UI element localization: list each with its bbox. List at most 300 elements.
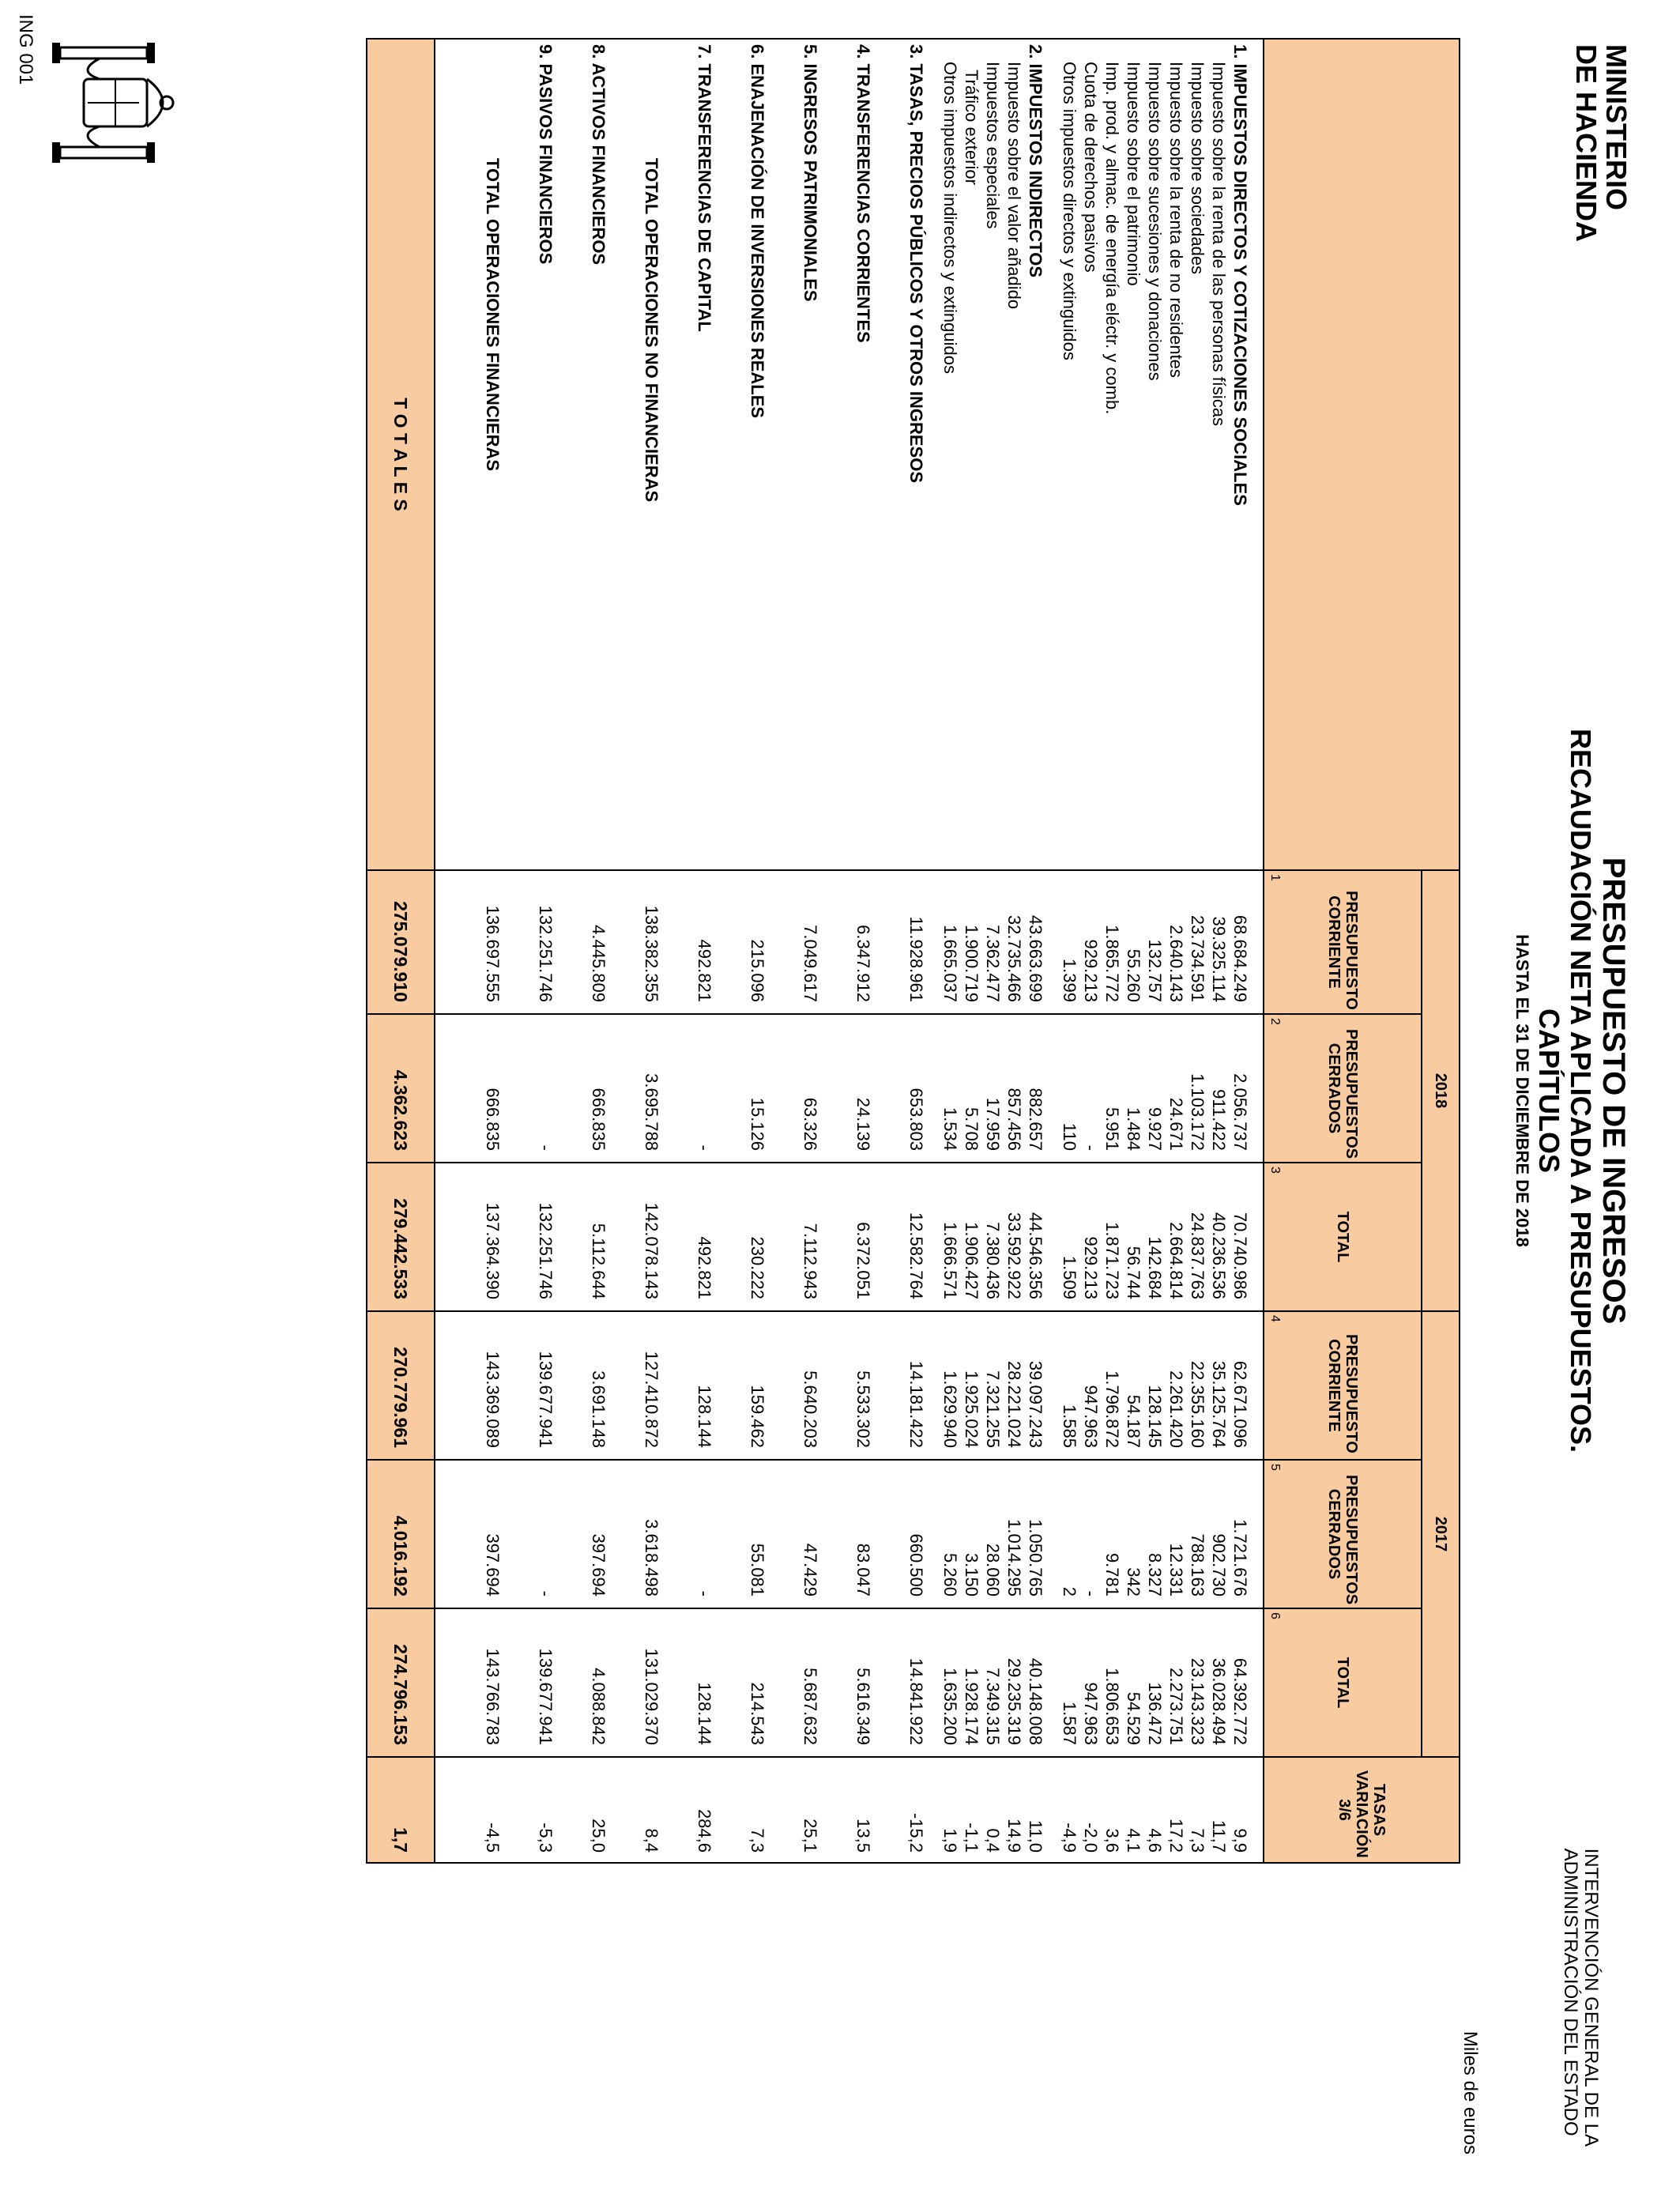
spacer-row — [609, 39, 641, 1863]
amount-cell: 127.410.872 — [641, 1311, 662, 1460]
spacer-cell — [874, 870, 906, 1014]
spacer-cell — [609, 39, 641, 870]
totals-value: 270.779.961 — [367, 1311, 435, 1460]
row-label: 6. ENAJENACIÓN DE INVERSIONES REALES — [747, 39, 768, 870]
rate-cell: -5,3 — [535, 1757, 556, 1863]
col-total-2017-label: TOTAL — [1334, 1657, 1351, 1709]
amount-cell: 492.821 — [694, 1163, 715, 1311]
amount-cell: 6.347.912 — [853, 870, 874, 1014]
row-label: 3. TASAS, PRECIOS PÚBLICOS Y OTROS INGRESOS — [906, 39, 927, 870]
spacer-cell — [435, 1014, 482, 1163]
amount-cell: 1.906.427 — [961, 1163, 982, 1311]
amount-cell: 110 — [1059, 1014, 1080, 1163]
amount-cell: 5.616.349 — [853, 1608, 874, 1757]
report-title — [1511, 711, 1631, 1470]
spacer-cell — [715, 1163, 747, 1311]
spacer-cell — [821, 1460, 853, 1608]
spacer-cell — [927, 1014, 940, 1163]
amount-cell: 929.213 — [1080, 1163, 1102, 1311]
title-line1: PRESUPUESTO DE INGRESOS — [1596, 857, 1631, 1325]
amount-cell: 1.629.940 — [940, 1311, 961, 1460]
spacer-cell — [435, 870, 482, 1014]
rate-header-text: TASAS VARIACIÓN 3/6 — [1335, 1770, 1388, 1858]
spacer-cell — [556, 1014, 588, 1163]
totals-value: 279.442.533 — [367, 1163, 435, 1311]
amount-cell: 56.744 — [1123, 1163, 1144, 1311]
spacer-cell — [609, 870, 641, 1014]
amount-cell: 131.029.370 — [641, 1608, 662, 1757]
spacer-cell — [435, 1608, 482, 1757]
amount-cell: 44.546.356 — [1025, 1163, 1046, 1311]
spacer-row — [768, 39, 800, 1863]
row-label: 5. INGRESOS PATRIMONIALES — [800, 39, 821, 870]
amount-cell: 5.640.203 — [800, 1311, 821, 1460]
spacer-cell — [662, 1460, 694, 1608]
spacer-cell — [503, 39, 535, 870]
spacer-cell — [503, 1757, 535, 1863]
spacer-cell — [609, 1608, 641, 1757]
concept-row — [1166, 39, 1187, 1863]
spacer-cell — [715, 1757, 747, 1863]
rate-cell: -15,2 — [906, 1757, 927, 1863]
spacer-row — [435, 39, 482, 1863]
spacer-cell — [503, 1014, 535, 1163]
amount-cell: - — [535, 1014, 556, 1163]
spacer-cell — [927, 1460, 940, 1608]
amount-cell: 2 — [1059, 1460, 1080, 1608]
spacer-cell — [1046, 1608, 1059, 1757]
amount-cell: 62.671.096 — [1230, 1311, 1251, 1460]
amount-cell: 342 — [1123, 1460, 1144, 1608]
amount-cell: 12.331 — [1166, 1460, 1187, 1608]
amount-cell: 11.928.961 — [906, 870, 927, 1014]
row-label: 8. ACTIVOS FINANCIEROS — [588, 39, 609, 870]
col-number-4: 4 — [1268, 1315, 1282, 1322]
amount-cell: 63.326 — [800, 1014, 821, 1163]
rate-cell: 0,4 — [982, 1757, 1004, 1863]
amount-cell: 2.261.420 — [1166, 1311, 1187, 1460]
amount-cell: 1.635.200 — [940, 1608, 961, 1757]
amount-cell: 1.871.723 — [1102, 1163, 1123, 1311]
spacer-cell — [556, 1460, 588, 1608]
amount-cell: 4.088.842 — [588, 1608, 609, 1757]
amount-cell: 3.150 — [961, 1460, 982, 1608]
amount-cell: 9.927 — [1144, 1014, 1166, 1163]
spacer-cell — [821, 1608, 853, 1757]
amount-cell: 1.925.024 — [961, 1311, 982, 1460]
amount-cell: 3.695.788 — [641, 1014, 662, 1163]
spacer-cell — [715, 1608, 747, 1757]
col-number-6: 6 — [1268, 1612, 1282, 1619]
spacer-cell — [662, 870, 694, 1014]
amount-cell: 28.060 — [982, 1460, 1004, 1608]
amount-cell: 1.509 — [1059, 1163, 1080, 1311]
spacer-cell — [503, 1460, 535, 1608]
subtotal-row — [482, 39, 503, 1863]
spacer-cell — [715, 1014, 747, 1163]
spacer-row — [715, 39, 747, 1863]
rate-cell: -4,5 — [482, 1757, 503, 1863]
concept-row — [982, 39, 1004, 1863]
row-label: 1. IMPUESTOS DIRECTOS Y COTIZACIONES SOCIALES — [1230, 39, 1251, 870]
spacer-cell — [435, 1757, 482, 1863]
spacer-cell — [1046, 39, 1059, 870]
rate-cell: 9,9 — [1230, 1757, 1251, 1863]
amount-cell: 4.445.809 — [588, 870, 609, 1014]
amount-cell: 7.362.477 — [982, 870, 1004, 1014]
rate-cell: 1,9 — [940, 1757, 961, 1863]
concept-row — [1208, 39, 1230, 1863]
spacer-cell — [503, 870, 535, 1014]
ministry-name — [1571, 44, 1631, 242]
rate-cell: 17,2 — [1166, 1757, 1187, 1863]
spacer-row — [662, 39, 694, 1863]
col-cerrados-2017 — [1264, 1460, 1422, 1608]
spacer-cell — [503, 1608, 535, 1757]
amount-cell: 5.687.632 — [800, 1608, 821, 1757]
row-label: Imp. prod. y almac. de energía eléctr. y comb. — [1102, 39, 1123, 870]
amount-cell: 902.730 — [1208, 1460, 1230, 1608]
spacer-cell — [874, 1460, 906, 1608]
spacer-cell — [662, 1163, 694, 1311]
concept-row — [1080, 39, 1102, 1863]
row-label: Tráfico exterior — [961, 39, 982, 870]
spacer-cell — [609, 1311, 641, 1460]
spacer-row — [874, 39, 906, 1863]
amount-cell: - — [694, 1460, 715, 1608]
agency-name — [1560, 1849, 1601, 2147]
row-label: Cuota de derechos pasivos — [1080, 39, 1102, 870]
rate-header — [1264, 1757, 1460, 1863]
units-label: Miles de euros — [1460, 2030, 1481, 2154]
amount-cell: 39.325.114 — [1208, 870, 1230, 1014]
coat-of-arms-logo — [36, 24, 194, 182]
concept-row — [1004, 39, 1025, 1863]
spacer-cell — [556, 1608, 588, 1757]
amount-cell: 7.349.315 — [982, 1608, 1004, 1757]
amount-cell: 1.484 — [1123, 1014, 1144, 1163]
amount-cell: 1.103.172 — [1187, 1014, 1208, 1163]
row-label: TOTAL OPERACIONES FINANCIERAS — [482, 39, 503, 870]
amount-cell: 17.959 — [982, 1014, 1004, 1163]
amount-cell: 142.684 — [1144, 1163, 1166, 1311]
spacer-cell — [1046, 870, 1059, 1014]
ministry-line1: MINISTERIO — [1600, 44, 1633, 211]
amount-cell: 857.456 — [1004, 1014, 1025, 1163]
spacer-cell — [768, 1757, 800, 1863]
spacer-cell — [609, 1014, 641, 1163]
spacer-cell — [715, 1311, 747, 1460]
chapter-row — [1230, 39, 1251, 1863]
amount-cell: 54.529 — [1123, 1608, 1144, 1757]
rate-cell: 8,4 — [641, 1757, 662, 1863]
amount-cell: 24.837.763 — [1187, 1163, 1208, 1311]
spacer-cell — [609, 1757, 641, 1863]
spacer-cell — [768, 1014, 800, 1163]
concept-row — [1187, 39, 1208, 1863]
row-label: 9. PASIVOS FINANCIEROS — [535, 39, 556, 870]
totals-value: 4.016.192 — [367, 1460, 435, 1608]
spacer-cell — [1251, 39, 1264, 870]
col-cerrados-2018-label: PRESUPUESTOS CERRADOS — [1325, 1029, 1360, 1159]
label-column-header — [1264, 39, 1460, 870]
amount-cell: 14.181.422 — [906, 1311, 927, 1460]
spacer-cell — [1251, 1014, 1264, 1163]
spacer-cell — [609, 1163, 641, 1311]
amount-cell: 132.757 — [1144, 870, 1166, 1014]
chapter-row — [906, 39, 927, 1863]
amount-cell: 139.677.941 — [535, 1311, 556, 1460]
rate-cell: 25,1 — [800, 1757, 821, 1863]
amount-cell: 54.187 — [1123, 1311, 1144, 1460]
title-line3: HASTA EL 31 DE DICIEMBRE DE 2018 — [1512, 934, 1532, 1247]
spacer-cell — [768, 1608, 800, 1757]
totals-rate: 1,7 — [367, 1757, 435, 1863]
amount-cell: 22.355.160 — [1187, 1311, 1208, 1460]
spacer-cell — [435, 1460, 482, 1608]
amount-cell: 39.097.243 — [1025, 1311, 1046, 1460]
col-corriente-2018 — [1264, 870, 1422, 1014]
amount-cell: 15.126 — [747, 1014, 768, 1163]
row-label: Impuesto sobre sociedades — [1187, 39, 1208, 870]
amount-cell: 666.835 — [482, 1014, 503, 1163]
amount-cell: - — [1080, 1014, 1102, 1163]
spacer-cell — [821, 1014, 853, 1163]
spacer-cell — [874, 1311, 906, 1460]
amount-cell: 132.251.746 — [535, 1163, 556, 1311]
chapter-row — [694, 39, 715, 1863]
row-label: Impuestos especiales — [982, 39, 1004, 870]
spacer-cell — [768, 39, 800, 870]
chapter-row — [853, 39, 874, 1863]
amount-cell: 947.963 — [1080, 1608, 1102, 1757]
amount-cell: 64.392.772 — [1230, 1608, 1251, 1757]
amount-cell: 1.399 — [1059, 870, 1080, 1014]
ministry-line2: DE HACIENDA — [1570, 44, 1603, 243]
amount-cell: 3.618.498 — [641, 1460, 662, 1608]
spacer-cell — [927, 1757, 940, 1863]
spacer-cell — [821, 870, 853, 1014]
amount-cell: 12.582.764 — [906, 1163, 927, 1311]
spacer-row — [927, 39, 940, 1863]
spacer-cell — [1046, 1460, 1059, 1608]
totals-label: T O T A L E S — [367, 39, 435, 870]
spacer-cell — [556, 870, 588, 1014]
row-label: TOTAL OPERACIONES NO FINANCIERAS — [641, 39, 662, 870]
amount-cell: 1.928.174 — [961, 1608, 982, 1757]
rate-cell: -1,1 — [961, 1757, 982, 1863]
amount-cell: 5.112.644 — [588, 1163, 609, 1311]
row-label: 7. TRANSFERENCIAS DE CAPITAL — [694, 39, 715, 870]
spacer-row — [821, 39, 853, 1863]
amount-cell: 55.081 — [747, 1460, 768, 1608]
spacer-cell — [768, 870, 800, 1014]
amount-cell: 35.125.764 — [1208, 1311, 1230, 1460]
col-corriente-2017 — [1264, 1311, 1422, 1460]
col-corriente-2017-label: PRESUPUESTO CORRIENTE — [1325, 1334, 1360, 1453]
col-cerrados-2018 — [1264, 1014, 1422, 1163]
totals-value: 274.796.153 — [367, 1608, 435, 1757]
col-number-5: 5 — [1268, 1464, 1282, 1471]
amount-cell: 136.472 — [1144, 1608, 1166, 1757]
spacer-cell — [662, 1014, 694, 1163]
amount-cell: 3.691.148 — [588, 1311, 609, 1460]
spacer-cell — [715, 870, 747, 1014]
concept-row — [1123, 39, 1144, 1863]
row-label: Impuesto sobre la renta de no residentes — [1166, 39, 1187, 870]
chapter-row — [1025, 39, 1046, 1863]
rate-cell: -4,9 — [1059, 1757, 1080, 1863]
spacer-cell — [874, 1608, 906, 1757]
concept-row — [1144, 39, 1166, 1863]
amount-cell: 40.148.008 — [1025, 1608, 1046, 1757]
amount-cell: 5.708 — [961, 1014, 982, 1163]
col-number-3: 3 — [1268, 1167, 1282, 1174]
amount-cell: 29.235.319 — [1004, 1608, 1025, 1757]
amount-cell: 1.050.765 — [1025, 1460, 1046, 1608]
spacer-cell — [1251, 1460, 1264, 1608]
rate-cell: 25,0 — [588, 1757, 609, 1863]
title-line2: RECAUDACIÓN NETA APLICADA A PRESUPUESTOS. CAPÍTULOS — [1533, 728, 1597, 1453]
spacer-cell — [821, 1311, 853, 1460]
amount-cell: 143.369.089 — [482, 1311, 503, 1460]
chapter-row — [588, 39, 609, 1863]
chapter-row — [535, 39, 556, 1863]
amount-cell: 5.260 — [940, 1460, 961, 1608]
spacer-cell — [768, 1163, 800, 1311]
table-body — [435, 39, 1264, 1863]
concept-row — [1102, 39, 1123, 1863]
amount-cell: 660.500 — [906, 1460, 927, 1608]
amount-cell: 36.028.494 — [1208, 1608, 1230, 1757]
rate-cell: 11,0 — [1025, 1757, 1046, 1863]
amount-cell: - — [694, 1014, 715, 1163]
spacer-cell — [768, 1311, 800, 1460]
subtotal-row — [641, 39, 662, 1863]
rate-cell: 4,6 — [1144, 1757, 1166, 1863]
amount-cell: 14.841.922 — [906, 1608, 927, 1757]
spacer-cell — [821, 1757, 853, 1863]
amount-cell: 128.145 — [1144, 1311, 1166, 1460]
agency-line1: INTERVENCIÓN GENERAL DE LA — [1580, 1848, 1602, 2147]
amount-cell: 397.694 — [588, 1460, 609, 1608]
amount-cell: 2.056.737 — [1230, 1014, 1251, 1163]
amount-cell: 7.112.943 — [800, 1163, 821, 1311]
spacer-cell — [768, 1460, 800, 1608]
amount-cell: - — [535, 1460, 556, 1608]
col-total-2018 — [1264, 1163, 1422, 1311]
spacer-cell — [1251, 1311, 1264, 1460]
amount-cell: 8.327 — [1144, 1460, 1166, 1608]
spacer-cell — [927, 870, 940, 1014]
year-2017-header: 2017 — [1422, 1311, 1460, 1757]
col-total-2017 — [1264, 1608, 1422, 1757]
amount-cell: 1.534 — [940, 1014, 961, 1163]
amount-cell: 33.592.922 — [1004, 1163, 1025, 1311]
concept-row — [1059, 39, 1080, 1863]
col-number-1: 1 — [1268, 874, 1282, 881]
rate-cell: 13,5 — [853, 1757, 874, 1863]
row-label: Impuesto sobre sucesiones y donaciones — [1144, 39, 1166, 870]
amount-cell: 397.694 — [482, 1460, 503, 1608]
amount-cell: 159.462 — [747, 1311, 768, 1460]
spacer-cell — [609, 1460, 641, 1608]
amount-cell: 653.803 — [906, 1014, 927, 1163]
row-label: Otros impuestos directos y extinguidos — [1059, 39, 1080, 870]
amount-cell: 788.163 — [1187, 1460, 1208, 1608]
rate-cell: 284,6 — [694, 1757, 715, 1863]
amount-cell: 28.221.024 — [1004, 1311, 1025, 1460]
amount-cell: 882.657 — [1025, 1014, 1046, 1163]
spacer-cell — [662, 1757, 694, 1863]
amount-cell: 43.663.699 — [1025, 870, 1046, 1014]
amount-cell: 5.533.302 — [853, 1311, 874, 1460]
amount-cell: 128.144 — [694, 1311, 715, 1460]
spacer-row — [556, 39, 588, 1863]
amount-cell: 32.735.466 — [1004, 870, 1025, 1014]
form-code: ING 001 — [15, 14, 36, 85]
spacer-cell — [1251, 1608, 1264, 1757]
row-label: Impuesto sobre el valor añadido — [1004, 39, 1025, 870]
row-label: Impuesto sobre la renta de las personas físicas — [1208, 39, 1230, 870]
year-2018-header: 2018 — [1422, 870, 1460, 1311]
amount-cell: 7.321.255 — [982, 1311, 1004, 1460]
spacer-cell — [927, 1311, 940, 1460]
amount-cell: 128.144 — [694, 1608, 715, 1757]
spacer-cell — [503, 1311, 535, 1460]
spacer-cell — [503, 1163, 535, 1311]
spacer-cell — [927, 1163, 940, 1311]
spacer-cell — [556, 1757, 588, 1863]
rate-cell: 7,3 — [1187, 1757, 1208, 1863]
amount-cell: 1.721.676 — [1230, 1460, 1251, 1608]
amount-cell: 68.684.249 — [1230, 870, 1251, 1014]
spacer-cell — [874, 1014, 906, 1163]
spacer-cell — [1046, 1311, 1059, 1460]
amount-cell: 138.382.355 — [641, 870, 662, 1014]
spacer-cell — [662, 39, 694, 870]
spacer-cell — [1251, 870, 1264, 1014]
amount-cell: 215.096 — [747, 870, 768, 1014]
spacer-cell — [821, 1163, 853, 1311]
spacer-cell — [874, 39, 906, 870]
amount-cell: 24.139 — [853, 1014, 874, 1163]
spacer-cell — [1046, 1014, 1059, 1163]
spacer-cell — [927, 39, 940, 870]
amount-cell: 911.422 — [1208, 1014, 1230, 1163]
amount-cell: 83.047 — [853, 1460, 874, 1608]
row-label: 4. TRANSFERENCIAS CORRIENTES — [853, 39, 874, 870]
amount-cell: 70.740.986 — [1230, 1163, 1251, 1311]
amount-cell: 1.796.872 — [1102, 1311, 1123, 1460]
row-label: 2. IMPUESTOS INDIRECTOS — [1025, 39, 1046, 870]
spacer-cell — [1251, 1163, 1264, 1311]
amount-cell: - — [1080, 1460, 1102, 1608]
spacer-cell — [556, 1311, 588, 1460]
amount-cell: 1.666.571 — [940, 1163, 961, 1311]
amount-cell: 40.236.536 — [1208, 1163, 1230, 1311]
col-number-2: 2 — [1268, 1018, 1282, 1025]
spacer-row — [1046, 39, 1059, 1863]
spacer-row — [1251, 39, 1264, 1863]
amount-cell: 2.273.751 — [1166, 1608, 1187, 1757]
spacer-cell — [662, 1311, 694, 1460]
amount-cell: 23.734.591 — [1187, 870, 1208, 1014]
amount-cell: 23.143.323 — [1187, 1608, 1208, 1757]
amount-cell: 929.213 — [1080, 870, 1102, 1014]
amount-cell: 2.664.814 — [1166, 1163, 1187, 1311]
col-total-2018-label: TOTAL — [1334, 1211, 1351, 1263]
